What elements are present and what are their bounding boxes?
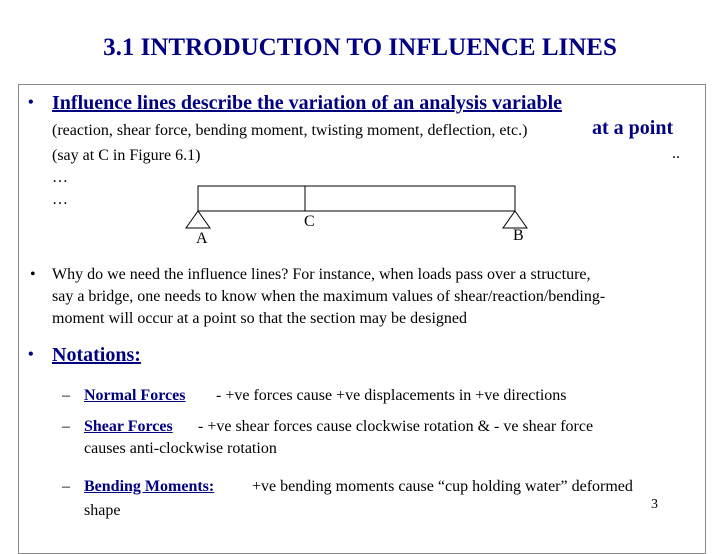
ellipsis: … (52, 169, 68, 186)
sub-bullet-dash: – (62, 418, 70, 435)
bullet-2-line2: say a bridge, one needs to know when the maximum values of shear/reaction/bending- (52, 288, 606, 305)
label-a: A (196, 230, 208, 247)
shear-forces-text: - +ve shear forces cause clockwise rotation & - ve shear force (198, 418, 594, 435)
bullet-1-line3: (say at C in Figure 6.1) (52, 147, 201, 164)
bullet-marker: • (30, 266, 36, 283)
sub-bullet-dash: – (62, 387, 70, 404)
notations-heading: Notations: (52, 344, 141, 366)
beam (198, 186, 515, 211)
bullet-2-line1: Why do we need the influence lines? For instance, when loads pass over a structure, (52, 266, 591, 283)
bullet-1-emphasis: at a point (592, 117, 674, 139)
label-c: C (304, 213, 315, 230)
label-b: B (513, 227, 524, 244)
bullet-marker: • (28, 346, 34, 363)
page-number: 3 (651, 497, 658, 512)
bullet-1-heading: Influence lines describe the variation of an analysis variable (52, 92, 562, 114)
bullet-1-line3-trail: .. (672, 145, 680, 162)
bending-moments-text-2: shape (84, 502, 121, 519)
ellipsis: … (52, 191, 68, 208)
sub-bullet-dash: – (62, 478, 70, 495)
slide-title: 3.1 INTRODUCTION TO INFLUENCE LINES (103, 34, 617, 61)
bending-moments-term: Bending Moments: (84, 478, 215, 495)
bullet-2-line3: moment will occur at a point so that the section may be designed (52, 310, 468, 327)
support-a (186, 211, 210, 228)
shear-forces-term: Shear Forces (84, 418, 173, 435)
normal-forces-text: - +ve forces cause +ve displacements in +ve directions (216, 387, 567, 404)
bending-moments-text: +ve bending moments cause “cup holding water” deformed (252, 478, 633, 495)
bullet-1-line2: (reaction, shear force, bending moment, twisting moment, deflection, etc.) (52, 122, 528, 139)
bullet-marker: • (28, 94, 34, 111)
normal-forces-term: Normal Forces (84, 387, 186, 404)
support-b (503, 211, 527, 228)
shear-forces-text-2: causes anti-clockwise rotation (84, 440, 277, 457)
